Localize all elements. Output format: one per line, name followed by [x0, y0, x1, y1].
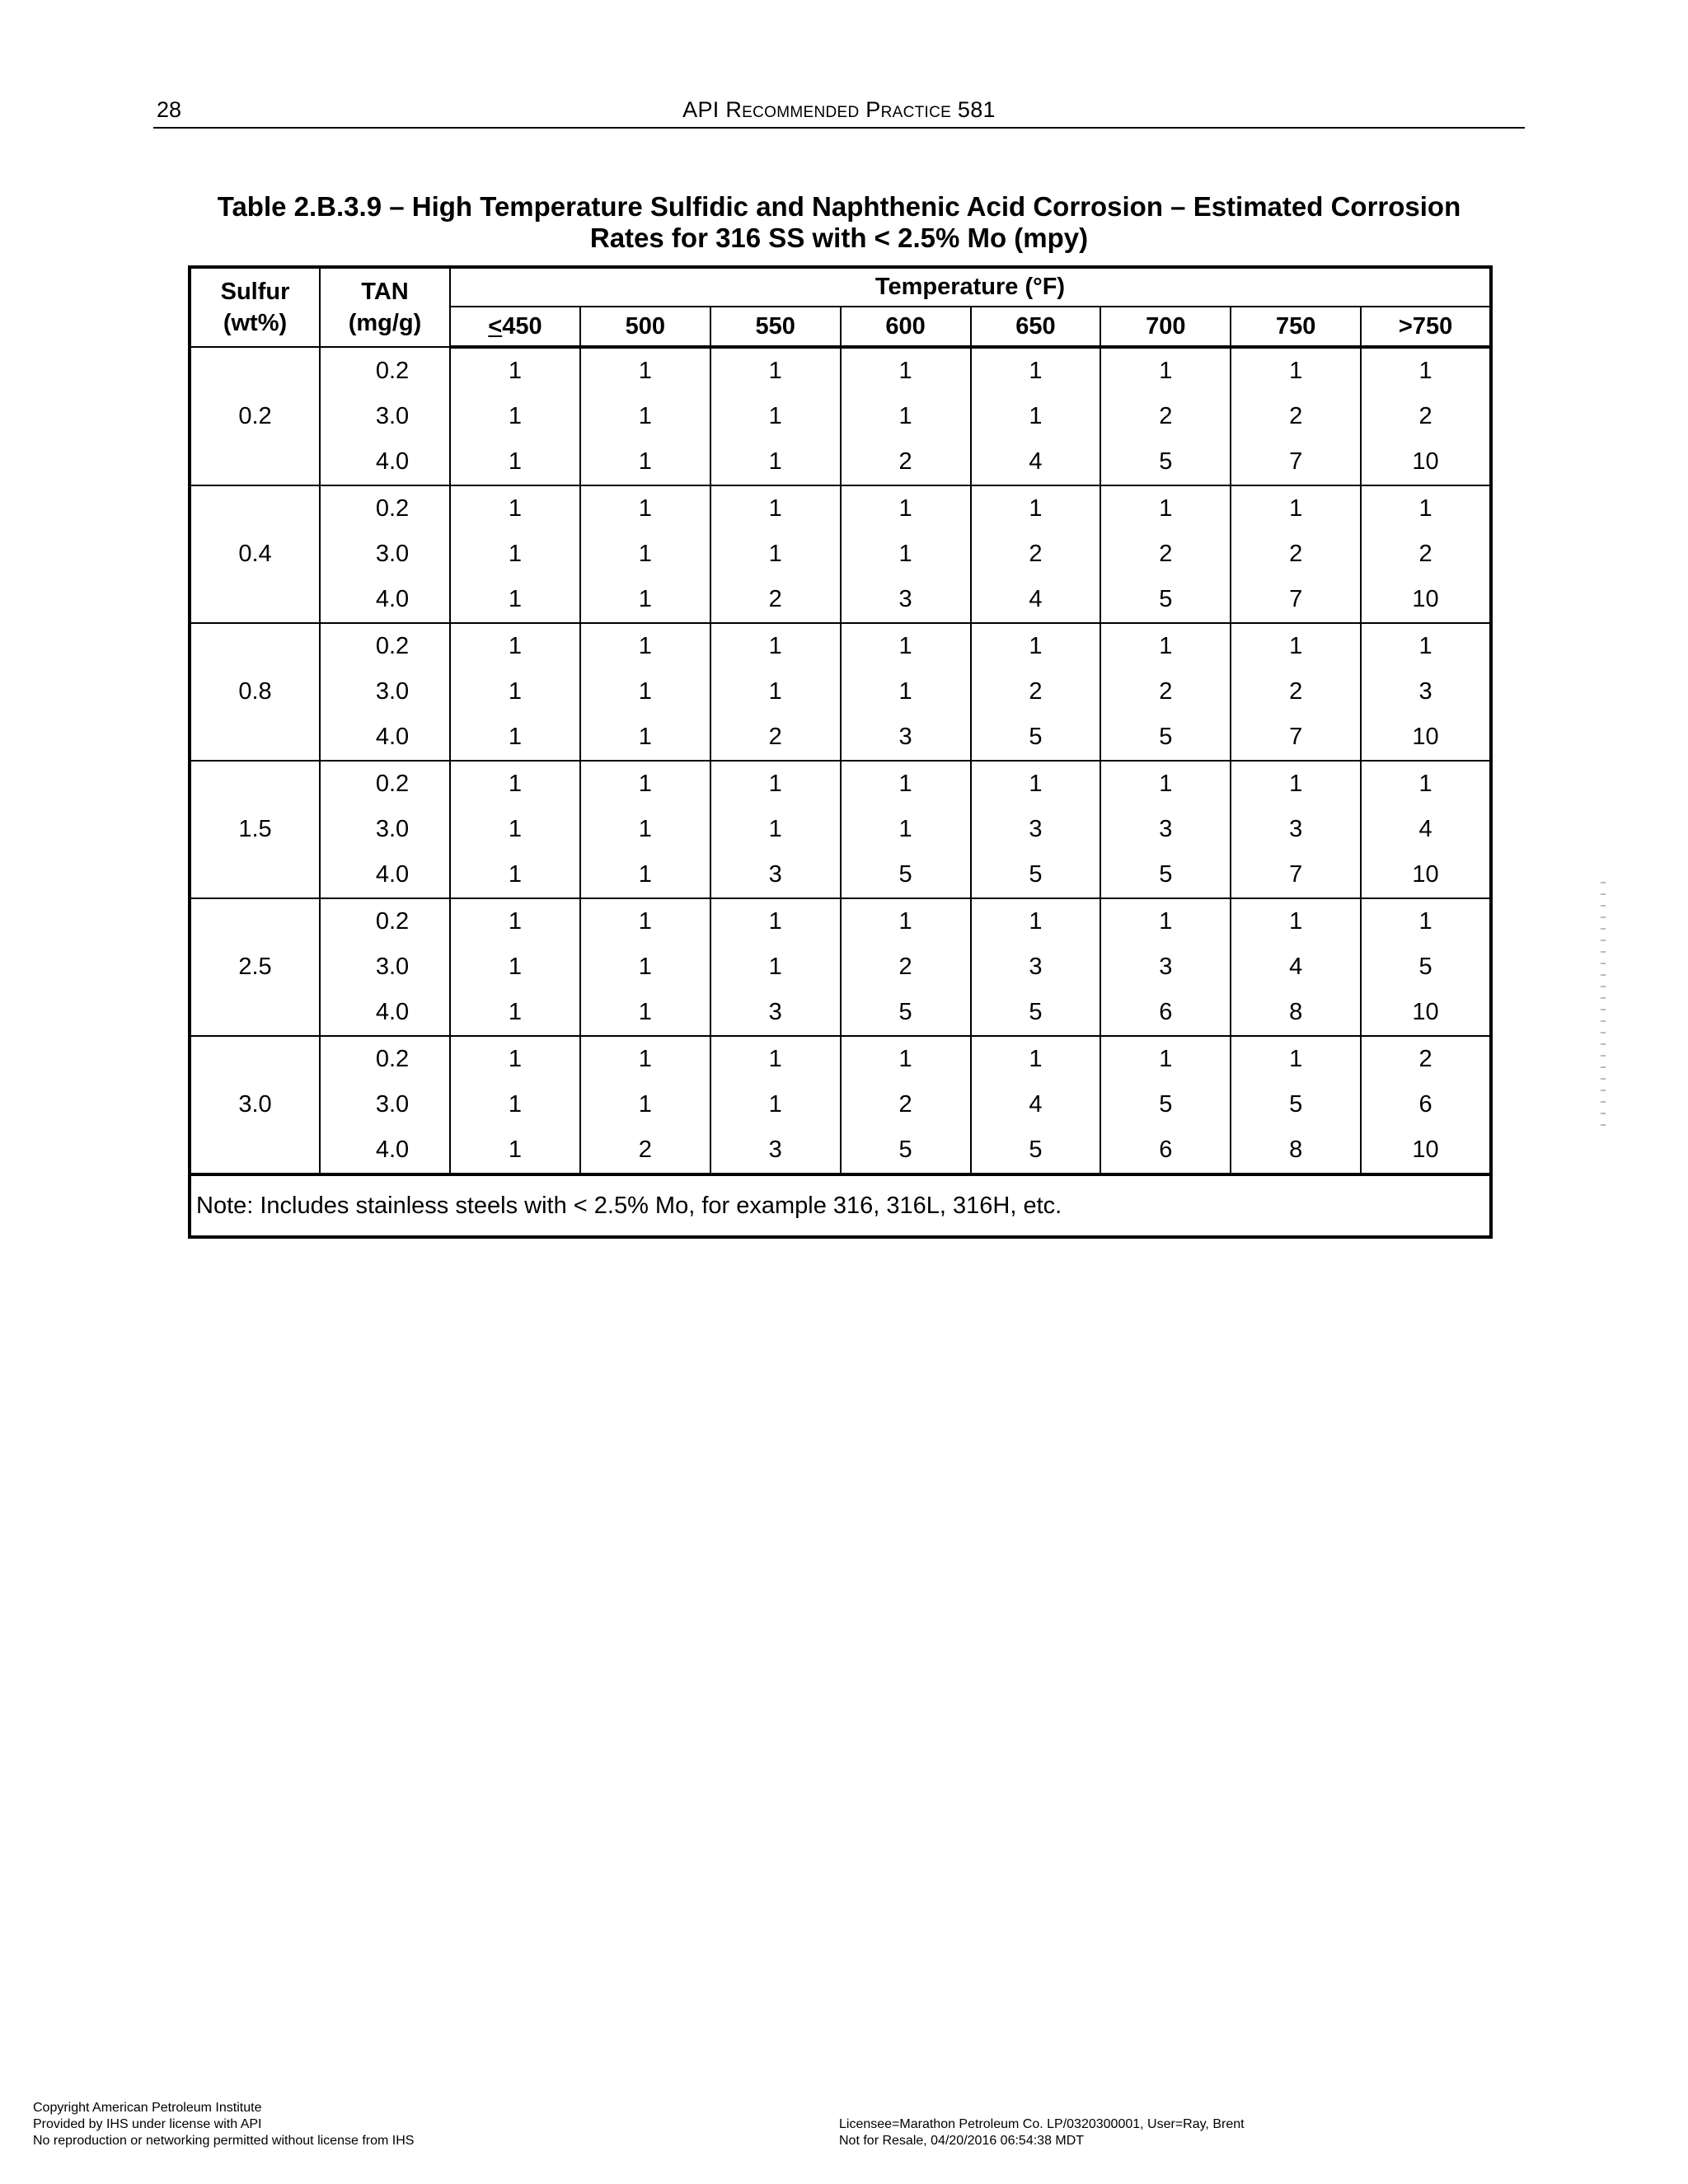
rate-cell: 3: [971, 944, 1101, 990]
rate-cell: 3: [1361, 669, 1491, 715]
tan-cell: 3.0: [320, 807, 450, 852]
rate-cell: 10: [1361, 439, 1491, 485]
rate-cell: 7: [1231, 852, 1361, 898]
rate-cell: 4: [971, 577, 1101, 623]
rate-cell: 2: [710, 577, 841, 623]
table-body: [190, 347, 1491, 1174]
rate-cell: 1: [450, 669, 580, 715]
rate-cell: 5: [1100, 577, 1231, 623]
rate-cell: 1: [710, 485, 841, 532]
tan-cell: 0.2: [320, 898, 450, 944]
rate-cell: 1: [841, 1036, 971, 1082]
rate-cell: 2: [841, 1082, 971, 1127]
table-row: [190, 807, 1491, 852]
tan-cell: 4.0: [320, 990, 450, 1036]
rate-cell: 1: [841, 898, 971, 944]
rate-cell: 1: [1100, 623, 1231, 669]
rate-cell: 1: [971, 761, 1101, 807]
rate-cell: 1: [580, 990, 710, 1036]
rate-cell: 1: [710, 807, 841, 852]
rate-cell: 2: [841, 439, 971, 485]
rate-cell: 5: [1100, 715, 1231, 761]
sulfur-cell: 3.0: [190, 1036, 320, 1174]
tan-header: [320, 267, 450, 347]
rate-cell: 1: [841, 394, 971, 439]
rate-cell: 1: [841, 669, 971, 715]
temperature-column-header: >750: [1361, 307, 1491, 347]
rate-cell: 8: [1231, 990, 1361, 1036]
table-title-line-2: Rates for 316 SS with < 2.5% Mo (mpy): [589, 223, 1089, 253]
rate-cell: 2: [1231, 394, 1361, 439]
temperature-column-header: 750: [1231, 307, 1361, 347]
table-title: [153, 191, 1525, 254]
rate-cell: 3: [1100, 944, 1231, 990]
rate-cell: 3: [841, 577, 971, 623]
rate-cell: 2: [1231, 669, 1361, 715]
temperature-column-header: 700: [1100, 307, 1231, 347]
tan-cell: 4.0: [320, 439, 450, 485]
rate-cell: 6: [1361, 1082, 1491, 1127]
rate-cell: 1: [450, 990, 580, 1036]
tan-header-unit: (mg/g): [348, 310, 422, 336]
rate-cell: 1: [450, 439, 580, 485]
sulfur-cell: 0.8: [190, 623, 320, 761]
rate-cell: 1: [450, 807, 580, 852]
tan-cell: 3.0: [320, 944, 450, 990]
rate-cell: 10: [1361, 852, 1491, 898]
rate-cell: 1: [710, 532, 841, 577]
rate-cell: 1: [580, 761, 710, 807]
rate-cell: 5: [1100, 852, 1231, 898]
table-row: [190, 715, 1491, 761]
rate-cell: 2: [971, 669, 1101, 715]
rate-cell: 1: [580, 394, 710, 439]
rate-cell: 1: [971, 394, 1101, 439]
tan-cell: 4.0: [320, 852, 450, 898]
rate-cell: 1: [841, 623, 971, 669]
rate-cell: 1: [710, 669, 841, 715]
tan-cell: 0.2: [320, 1036, 450, 1082]
rate-cell: 1: [1361, 898, 1491, 944]
rate-cell: 1: [580, 1082, 710, 1127]
rate-cell: 1: [710, 898, 841, 944]
rate-cell: 2: [1100, 394, 1231, 439]
table-row: [190, 990, 1491, 1036]
rate-cell: 10: [1361, 577, 1491, 623]
rate-cell: 1: [841, 485, 971, 532]
table-row: [190, 439, 1491, 485]
rate-cell: 4: [971, 439, 1101, 485]
table-row: [190, 485, 1491, 532]
rate-cell: 1: [580, 347, 710, 394]
rate-cell: 2: [1100, 532, 1231, 577]
rate-cell: 5: [1100, 439, 1231, 485]
tan-cell: 4.0: [320, 577, 450, 623]
sulfur-cell: 0.4: [190, 485, 320, 623]
temperature-column-header: 600: [841, 307, 971, 347]
rate-cell: 1: [450, 1036, 580, 1082]
page-header: [153, 97, 1525, 129]
rate-cell: 6: [1100, 1127, 1231, 1174]
rate-cell: 1: [710, 394, 841, 439]
rate-cell: 1: [841, 347, 971, 394]
rate-cell: 1: [971, 485, 1101, 532]
rate-cell: 8: [1231, 1127, 1361, 1174]
rate-cell: 1: [580, 898, 710, 944]
tan-cell: 3.0: [320, 669, 450, 715]
rate-cell: 2: [710, 715, 841, 761]
rate-cell: 2: [971, 532, 1101, 577]
rate-cell: 2: [1100, 669, 1231, 715]
sulfur-cell: 2.5: [190, 898, 320, 1036]
rate-cell: 1: [450, 577, 580, 623]
rate-cell: 5: [971, 715, 1101, 761]
rate-cell: 1: [580, 669, 710, 715]
footer-copyright: [33, 2100, 414, 2149]
tan-cell: 0.2: [320, 485, 450, 532]
rate-cell: 7: [1231, 439, 1361, 485]
rate-cell: 1: [450, 1127, 580, 1174]
rate-cell: 1: [450, 394, 580, 439]
rate-cell: 7: [1231, 715, 1361, 761]
rate-cell: 2: [841, 944, 971, 990]
table-row: [190, 852, 1491, 898]
rate-cell: 1: [1361, 761, 1491, 807]
rate-cell: 1: [710, 1082, 841, 1127]
rate-cell: 1: [580, 623, 710, 669]
rate-cell: 3: [710, 1127, 841, 1174]
rate-cell: 1: [450, 1082, 580, 1127]
rate-cell: 2: [1361, 1036, 1491, 1082]
tan-cell: 0.2: [320, 761, 450, 807]
footer-left-line: Provided by IHS under license with API: [33, 2117, 262, 2131]
sulfur-header-unit: (wt%): [223, 310, 288, 336]
rate-cell: 3: [1231, 807, 1361, 852]
rate-cell: 1: [841, 532, 971, 577]
page-number: 28: [157, 97, 182, 122]
rate-cell: 1: [450, 532, 580, 577]
rate-cell: 7: [1231, 577, 1361, 623]
table-note: Note: Includes stainless steels with < 2.5% Mo, for example 316, 316L, 316H, etc.: [190, 1174, 1491, 1237]
rate-cell: 4: [971, 1082, 1101, 1127]
rate-cell: 3: [710, 990, 841, 1036]
table-row: [190, 394, 1491, 439]
temperature-column-header: 650: [971, 307, 1101, 347]
rate-cell: 1: [450, 944, 580, 990]
rate-cell: 1: [580, 485, 710, 532]
rate-cell: 1: [710, 347, 841, 394]
table-row: [190, 1127, 1491, 1174]
rate-cell: 4: [1231, 944, 1361, 990]
rate-cell: 1: [971, 623, 1101, 669]
rate-cell: 1: [450, 715, 580, 761]
table-row: [190, 761, 1491, 807]
temperature-column-header: 550: [710, 307, 841, 347]
rate-cell: 5: [1361, 944, 1491, 990]
tan-cell: 3.0: [320, 394, 450, 439]
rate-cell: 1: [710, 944, 841, 990]
rate-cell: 1: [710, 439, 841, 485]
rate-cell: 1: [450, 898, 580, 944]
rate-cell: 1: [1361, 347, 1491, 394]
rate-cell: 5: [971, 1127, 1101, 1174]
table-row: [190, 898, 1491, 944]
rate-cell: 1: [1100, 761, 1231, 807]
table-row: [190, 532, 1491, 577]
rate-cell: 2: [1361, 532, 1491, 577]
rate-cell: 3: [710, 852, 841, 898]
rate-cell: 1: [971, 898, 1101, 944]
rate-cell: 3: [971, 807, 1101, 852]
rate-cell: 1: [971, 1036, 1101, 1082]
rate-cell: 1: [1231, 623, 1361, 669]
margin-mark: [1601, 882, 1606, 1129]
rate-cell: 1: [580, 807, 710, 852]
rate-cell: 1: [580, 944, 710, 990]
table-row: [190, 1082, 1491, 1127]
footer-right-line: Licensee=Marathon Petroleum Co. LP/0320300001, User=Ray, Brent: [839, 2117, 1245, 2131]
tan-cell: 4.0: [320, 715, 450, 761]
table-row: [190, 347, 1491, 394]
tan-cell: 4.0: [320, 1127, 450, 1174]
rate-cell: 2: [1231, 532, 1361, 577]
rate-cell: 1: [710, 1036, 841, 1082]
rate-cell: 10: [1361, 1127, 1491, 1174]
rate-cell: 1: [450, 761, 580, 807]
rate-cell: 1: [450, 623, 580, 669]
footer-left-line: No reproduction or networking permitted without license from IHS: [33, 2134, 415, 2148]
rate-cell: 1: [710, 623, 841, 669]
rate-cell: 5: [841, 990, 971, 1036]
less-equal-symbol: <: [488, 312, 503, 340]
running-title: API Recommended Practice 581: [682, 97, 996, 122]
rate-cell: 1: [841, 761, 971, 807]
rate-cell: 1: [580, 852, 710, 898]
tan-header-label: TAN: [361, 279, 409, 305]
rate-cell: 5: [1100, 1082, 1231, 1127]
corrosion-rate-table: [188, 265, 1493, 1239]
rate-cell: 2: [1361, 394, 1491, 439]
tan-cell: 3.0: [320, 532, 450, 577]
footer-left-line: Copyright American Petroleum Institute: [33, 2101, 262, 2115]
rate-cell: 10: [1361, 990, 1491, 1036]
rate-cell: 1: [450, 852, 580, 898]
rate-cell: 10: [1361, 715, 1491, 761]
rate-cell: 1: [580, 439, 710, 485]
tan-cell: 0.2: [320, 623, 450, 669]
rate-cell: 6: [1100, 990, 1231, 1036]
rate-cell: 1: [580, 532, 710, 577]
temperature-column-header: 500: [580, 307, 710, 347]
rate-cell: 1: [971, 347, 1101, 394]
rate-cell: 1: [1231, 347, 1361, 394]
rate-cell: 1: [1231, 485, 1361, 532]
sulfur-header-label: Sulfur: [220, 279, 290, 305]
rate-cell: 3: [1100, 807, 1231, 852]
rate-cell: 1: [710, 761, 841, 807]
table-row: [190, 1036, 1491, 1082]
table-row: [190, 623, 1491, 669]
tan-cell: 3.0: [320, 1082, 450, 1127]
table-row: [190, 577, 1491, 623]
rate-cell: 1: [1361, 485, 1491, 532]
sulfur-cell: 1.5: [190, 761, 320, 898]
rate-cell: 5: [971, 852, 1101, 898]
rate-cell: 5: [841, 1127, 971, 1174]
table-row: [190, 944, 1491, 990]
footer-right-line: Not for Resale, 04/20/2016 06:54:38 MDT: [839, 2134, 1085, 2148]
rate-cell: 5: [971, 990, 1101, 1036]
rate-cell: 2: [580, 1127, 710, 1174]
temperature-column-header: [450, 307, 580, 347]
table-title-line-1: Table 2.B.3.9 – High Temperature Sulfidic and Naphthenic Acid Corrosion – Estimated Corrosion: [217, 191, 1461, 222]
sulfur-cell: 0.2: [190, 347, 320, 485]
rate-cell: 1: [1100, 898, 1231, 944]
rate-cell: 1: [1231, 898, 1361, 944]
rate-cell: 1: [1361, 623, 1491, 669]
sulfur-header: [190, 267, 320, 347]
rate-cell: 1: [580, 1036, 710, 1082]
rate-cell: 1: [580, 715, 710, 761]
rate-cell: 1: [1100, 485, 1231, 532]
rate-cell: 1: [450, 347, 580, 394]
rate-cell: 3: [841, 715, 971, 761]
tan-cell: 0.2: [320, 347, 450, 394]
rate-cell: 1: [1100, 347, 1231, 394]
rate-cell: 5: [1231, 1082, 1361, 1127]
temperature-header: Temperature (°F): [450, 267, 1491, 307]
temperature-value: 450: [502, 312, 542, 340]
rate-cell: 1: [1231, 1036, 1361, 1082]
rate-cell: 4: [1361, 807, 1491, 852]
rate-cell: 1: [1100, 1036, 1231, 1082]
footer-license: [839, 2116, 1245, 2149]
rate-cell: 1: [1231, 761, 1361, 807]
table-row: [190, 669, 1491, 715]
rate-cell: 1: [841, 807, 971, 852]
rate-cell: 1: [580, 577, 710, 623]
rate-cell: 1: [450, 485, 580, 532]
rate-cell: 5: [841, 852, 971, 898]
